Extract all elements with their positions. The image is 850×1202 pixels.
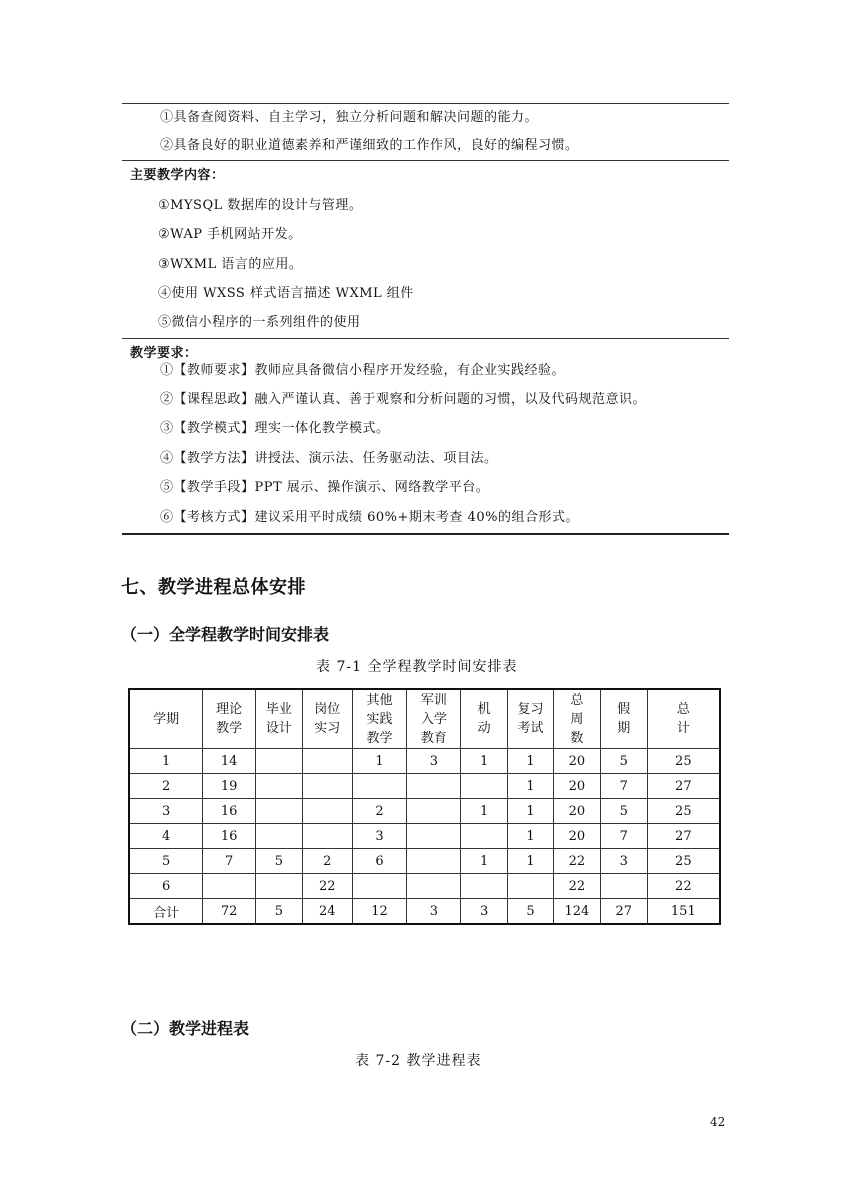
column-header [407, 689, 461, 749]
table-cell: 1 [508, 774, 554, 799]
column-header-line: 动 [477, 721, 491, 736]
table-cell: 5 [600, 749, 647, 774]
table-cell: 1 [508, 799, 554, 824]
section-rule [122, 338, 729, 339]
table-cell: 1 [461, 799, 508, 824]
column-header-line: 学期 [153, 711, 180, 727]
table-row [129, 799, 720, 824]
content-item: ③WXML 语言的应用。 [158, 257, 303, 272]
ability-item: ①具备查阅资料、自主学习，独立分析问题和解决问题的能力。 [160, 110, 539, 125]
table-cell: 5 [256, 899, 303, 925]
column-header [129, 689, 203, 749]
column-header-line: 假 [617, 702, 631, 717]
table-cell: 20 [553, 774, 600, 799]
column-header [256, 689, 303, 749]
schedule-table [128, 688, 721, 925]
table-cell [256, 774, 303, 799]
column-header-line: 设计 [265, 721, 292, 736]
requirements-label: 教学要求： [130, 346, 198, 361]
table-cell: 22 [647, 874, 720, 899]
column-header-line: 复习 [517, 702, 544, 717]
table-cell: 3 [352, 824, 407, 849]
table-cell [352, 874, 407, 899]
table-cell: 3 [461, 899, 508, 925]
column-header [553, 689, 600, 749]
table-cell [407, 799, 461, 824]
table-cell: 5 [129, 849, 203, 874]
ability-item: ②具备良好的职业道德素养和严谨细致的工作作风，良好的编程习惯。 [160, 138, 579, 153]
section-rule [122, 160, 729, 161]
column-header [203, 689, 256, 749]
table-row [129, 824, 720, 849]
table-cell: 1 [461, 749, 508, 774]
table-cell: 1 [508, 824, 554, 849]
table-caption: 表 7-1 全学程教学时间安排表 [316, 659, 518, 675]
table-cell: 14 [203, 749, 256, 774]
column-header-line: 实习 [314, 721, 341, 736]
requirement-item: ③【教学模式】理实一体化教学模式。 [160, 421, 390, 436]
table-cell: 22 [553, 874, 600, 899]
column-header-line: 实践 [366, 711, 393, 727]
column-header-line: 总 [570, 692, 584, 708]
table-cell: 25 [647, 849, 720, 874]
requirement-item: ⑤【教学手段】PPT 展示、操作演示、网络教学平台。 [160, 480, 490, 495]
table-cell [407, 849, 461, 874]
table-cell [302, 774, 352, 799]
block-top-rule [122, 103, 729, 104]
content-item: ⑤微信小程序的一系列组件的使用 [158, 315, 361, 330]
table-cell: 合计 [129, 899, 203, 925]
table-cell: 25 [647, 749, 720, 774]
table-cell: 7 [600, 824, 647, 849]
table-cell: 1 [129, 749, 203, 774]
table-cell: 1 [508, 849, 554, 874]
content-item: ②WAP 手机网站开发。 [158, 227, 302, 242]
main-content-label: 主要教学内容： [130, 168, 225, 183]
column-header-line: 其他 [366, 692, 393, 708]
table-cell: 3 [407, 749, 461, 774]
table-cell: 4 [129, 824, 203, 849]
column-header [508, 689, 554, 749]
column-header-line: 教学 [216, 721, 243, 736]
table-cell: 6 [129, 874, 203, 899]
table-cell: 6 [352, 849, 407, 874]
column-header [352, 689, 407, 749]
table-cell: 16 [203, 824, 256, 849]
table-cell: 27 [600, 899, 647, 925]
table-cell: 27 [647, 774, 720, 799]
table-cell [407, 824, 461, 849]
table-cell [461, 774, 508, 799]
table-cell: 3 [129, 799, 203, 824]
column-header-line: 教学 [366, 730, 393, 746]
table-cell: 72 [203, 899, 256, 925]
table-cell: 25 [647, 799, 720, 824]
table-cell: 2 [302, 849, 352, 874]
table-cell: 22 [553, 849, 600, 874]
column-header-line: 理论 [216, 702, 243, 717]
column-header [302, 689, 352, 749]
column-header [461, 689, 508, 749]
requirement-item: ⑥【考核方式】建议采用平时成绩 60%+期末考查 40%的组合形式。 [160, 510, 579, 525]
table-cell: 22 [302, 874, 352, 899]
subsection-heading: （一）全学程教学时间安排表 [121, 625, 330, 644]
table-cell [508, 874, 554, 899]
column-header-line: 总 [676, 702, 690, 717]
table-caption: 表 7-2 教学进程表 [355, 1053, 482, 1069]
table-row [129, 749, 720, 774]
column-header-line: 数 [570, 730, 584, 746]
table-cell: 20 [553, 749, 600, 774]
requirement-item: ②【课程思政】融入严谨认真、善于观察和分析问题的习惯，以及代码规范意识。 [160, 392, 647, 407]
column-header [647, 689, 720, 749]
table-cell: 5 [508, 899, 554, 925]
table-cell [256, 874, 303, 899]
table-cell [256, 749, 303, 774]
column-header-line: 岗位 [314, 702, 341, 717]
block-bottom-rule [122, 533, 729, 535]
table-cell: 12 [352, 899, 407, 925]
column-header-line: 计 [676, 721, 690, 736]
page-number: 42 [710, 1115, 726, 1129]
table-cell: 1 [461, 849, 508, 874]
table-cell [302, 749, 352, 774]
table-cell: 3 [407, 899, 461, 925]
table-cell: 19 [203, 774, 256, 799]
column-header-line: 考试 [517, 721, 544, 736]
table-cell: 24 [302, 899, 352, 925]
column-header-line: 入学 [420, 711, 447, 727]
table-cell: 20 [553, 824, 600, 849]
table-row [129, 849, 720, 874]
table-cell: 5 [256, 849, 303, 874]
table-cell: 7 [600, 774, 647, 799]
column-header-line: 周 [570, 711, 584, 727]
table-cell [302, 799, 352, 824]
subsection-heading: （二）教学进程表 [121, 1019, 250, 1038]
table-cell [600, 874, 647, 899]
table-cell: 2 [129, 774, 203, 799]
table-cell: 20 [553, 799, 600, 824]
column-header-line: 期 [617, 721, 631, 736]
table-cell [256, 799, 303, 824]
table-cell [461, 874, 508, 899]
table-cell [302, 824, 352, 849]
table-cell [407, 874, 461, 899]
section-heading: 七、教学进程总体安排 [121, 577, 306, 598]
table-body [129, 749, 720, 925]
table-cell: 1 [508, 749, 554, 774]
table-cell [461, 824, 508, 849]
column-header-line: 机 [477, 702, 491, 717]
requirement-item: ①【教师要求】教师应具备微信小程序开发经验，有企业实践经验。 [160, 363, 566, 378]
table-cell: 16 [203, 799, 256, 824]
table-cell [203, 874, 256, 899]
table-cell [256, 824, 303, 849]
table-cell: 7 [203, 849, 256, 874]
table-row [129, 774, 720, 799]
column-header-line: 教育 [420, 730, 447, 746]
column-header-line: 毕业 [265, 702, 292, 717]
table-row [129, 874, 720, 899]
table-cell: 1 [352, 749, 407, 774]
column-header-line: 军训 [420, 692, 447, 708]
table-header-row [129, 689, 720, 749]
table-cell: 27 [647, 824, 720, 849]
content-item: ①MYSQL 数据库的设计与管理。 [158, 198, 363, 213]
table-cell: 2 [352, 799, 407, 824]
table-cell [352, 774, 407, 799]
requirement-item: ④【教学方法】讲授法、演示法、任务驱动法、项目法。 [160, 451, 498, 466]
table-cell: 3 [600, 849, 647, 874]
table-cell [407, 774, 461, 799]
column-header [600, 689, 647, 749]
table-cell: 5 [600, 799, 647, 824]
content-item: ④使用 WXSS 样式语言描述 WXML 组件 [158, 286, 414, 301]
table-cell: 124 [553, 899, 600, 925]
table-cell: 151 [647, 899, 720, 925]
table-row [129, 899, 720, 925]
